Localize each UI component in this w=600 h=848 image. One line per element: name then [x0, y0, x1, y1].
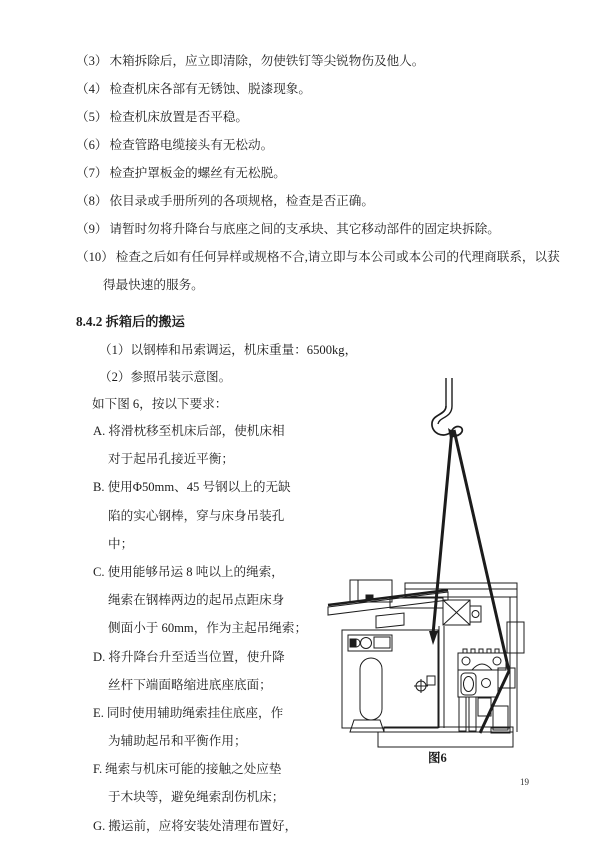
step-line: 对于起吊孔接近平衡； [108, 452, 234, 467]
item-text: 请暂时勿将升降台与底座之间的支承块、其它移动部件的固定块拆除。 [109, 222, 500, 236]
item-text: 依目录或手册所列的各项规格，检查是否正确。 [109, 194, 374, 208]
step-label: A. [93, 424, 106, 438]
step-text: 绳索与机床可能的接触之处应垫 [105, 762, 282, 777]
step-line: 丝杆下端面略缩进底座底面； [108, 677, 272, 692]
item-text: 参照吊装示意图。 [130, 370, 232, 384]
list-item-continuation: 得最快速的服务。 [103, 278, 204, 292]
figure-intro-text: 如下图 6，按以下要求： [92, 397, 228, 411]
step-line: 陷的实心钢棒，穿与床身吊装孔 [108, 508, 285, 523]
item-number: （10） [76, 250, 114, 264]
step-line: 为辅助起吊和平衡作用； [108, 734, 247, 749]
step-line [93, 643, 307, 671]
item-text: 检查之后如有任何异样或规格不合,请立即与本公司或本公司的代理商联系，以获 [115, 250, 560, 264]
machine-lifting-drawing [320, 376, 530, 752]
step-label: E. [93, 705, 104, 720]
item-number: （5） [76, 110, 108, 124]
list-item [76, 159, 554, 187]
step-line: 于木块等，避免绳索刮伤机床； [108, 790, 285, 805]
list-item [99, 368, 231, 386]
list-item [76, 47, 554, 75]
list-item [76, 103, 554, 131]
step-text: 使用Φ50mm、45 号钢以上的无缺 [107, 480, 291, 495]
step-line [93, 473, 307, 501]
section-heading: 8.4.2 拆箱后的搬运 [76, 314, 185, 329]
item-number: （9） [76, 222, 108, 236]
item-text: 检查管路电缆接头有无松动。 [109, 138, 274, 152]
page-number: 19 [520, 777, 529, 787]
list-item [76, 131, 554, 159]
item-number: （8） [76, 194, 108, 208]
step-text: 同时使用辅助绳索挂住底座，作 [106, 705, 284, 720]
item-number: （2） [99, 370, 131, 384]
step-label: G. [93, 818, 106, 833]
step-label: F. [93, 762, 103, 777]
item-number: （3） [76, 54, 108, 68]
item-number: （7） [76, 166, 108, 180]
step-label: B. [93, 480, 105, 495]
item-text: 检查机床各部有无锈蚀、脱漆现象。 [109, 82, 311, 96]
step-label: C. [93, 564, 105, 579]
figure-6-hoisting-diagram [320, 376, 530, 752]
step-text: 搬运前，应将安装处清理布置好， [108, 818, 298, 833]
list-item [76, 215, 554, 243]
inspection-list [76, 47, 560, 299]
list-item [76, 187, 554, 215]
step-line [93, 417, 307, 445]
step-label: D. [93, 649, 106, 664]
item-number: （6） [76, 138, 108, 152]
item-text: 检查机床放置是否平稳。 [109, 110, 249, 124]
figure-caption: 图6 [428, 751, 447, 765]
list-item [99, 341, 357, 359]
step-line [93, 558, 307, 586]
step-text: 将滑枕移至机床后部，使机床相 [108, 424, 285, 438]
step-line [93, 755, 307, 783]
step-line: 中； [108, 536, 134, 551]
step-text: 将升降台升至适当位置，使升降 [108, 649, 285, 664]
item-text: 木箱拆除后，应立即清除，勿使铁钉等尖锐物伤及他人。 [109, 54, 425, 68]
item-number: （4） [76, 82, 108, 96]
item-text: 检查护罩板金的螺丝有无松脱。 [109, 166, 286, 180]
rigging-steps-list [93, 417, 307, 840]
list-item [76, 243, 560, 271]
step-line [93, 699, 307, 727]
step-line: 侧面小于 60mm，作为主起吊绳索； [108, 621, 308, 636]
step-text: 使用能够吊运 8 吨以上的绳索， [107, 564, 284, 579]
list-item [76, 75, 554, 103]
step-line: 绳索在钢棒两边的起吊点距床身 [108, 593, 285, 608]
step-line [93, 812, 307, 840]
item-text: 以钢棒和吊索调运，机床重量：6500kg， [130, 343, 358, 357]
item-number: （1） [99, 343, 131, 357]
